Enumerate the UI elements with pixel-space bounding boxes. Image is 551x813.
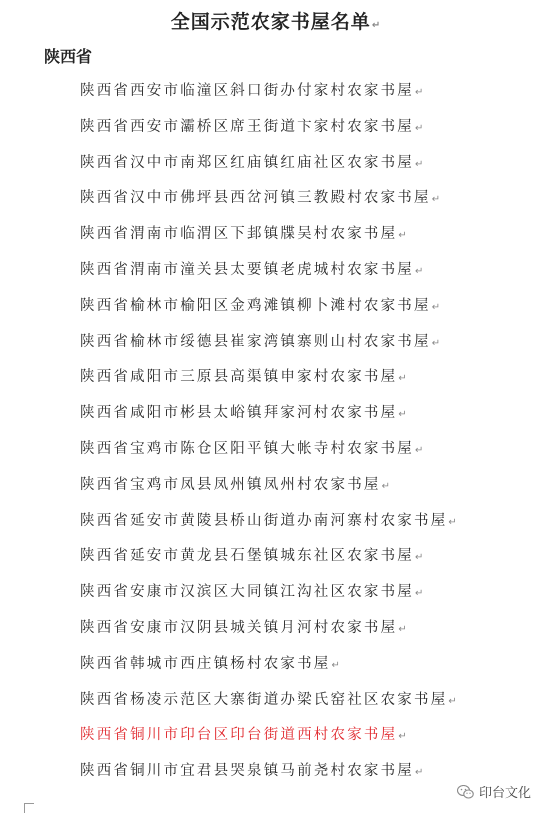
paragraph-mark-icon: ↵ — [398, 230, 407, 242]
watermark — [457, 782, 531, 801]
paragraph-mark-icon: ↵ — [431, 337, 441, 349]
paragraph-mark-icon: ↵ — [415, 588, 424, 600]
list-item-text: 陕西省榆林市绥德县崔家湾镇寨则山村农家书屋 — [80, 333, 431, 350]
list-item — [80, 474, 457, 510]
list-item-text: 陕西省西安市临潼区斜口街办付家村农家书屋 — [80, 83, 414, 99]
list-item — [80, 724, 457, 760]
watermark-text: 印台文化 — [479, 786, 532, 801]
list-item — [80, 366, 457, 402]
list-item-text: 陕西省渭南市潼关县太要镇老虎城村农家书屋 — [80, 261, 414, 278]
list-item-text: 陕西省西安市灞桥区席王街道卞家村农家书屋 — [80, 118, 414, 135]
paragraph-mark-icon: ↵ — [448, 516, 457, 528]
paragraph-mark-icon: ↵ — [431, 194, 441, 206]
paragraph-mark-icon: ↵ — [381, 480, 390, 492]
list-item — [80, 331, 457, 367]
list-item — [80, 760, 457, 796]
list-item — [80, 187, 457, 223]
list-item — [80, 653, 457, 689]
list-item-text: 陕西省榆林市榆阳区金鸡滩镇柳卜滩村农家书屋 — [80, 297, 431, 314]
list-item — [80, 510, 457, 546]
list-item-text: 陕西省咸阳市彬县太峪镇拜家河村农家书屋 — [80, 405, 398, 422]
paragraph-mark-icon: ↵ — [415, 158, 424, 170]
list-item — [80, 223, 457, 259]
paragraph-mark-icon: ↵ — [371, 20, 381, 31]
list-item-text: 陕西省延安市黄陵县桥山街道办南河寨村农家书屋 — [80, 512, 448, 529]
list-item-text: 陕西省渭南市临渭区下邽镇牒吴村农家书屋 — [80, 226, 398, 243]
list-item-text: 陕西省铜川市宜君县哭泉镇马前尧村农家书屋 — [80, 763, 414, 780]
paragraph-mark-icon: ↵ — [448, 695, 457, 707]
paragraph-mark-icon: ↵ — [398, 731, 407, 743]
paragraph-mark-icon: ↵ — [415, 87, 424, 98]
list-item-text: 陕西省汉中市佛坪县西岔河镇三教殿村农家书屋 — [80, 190, 431, 207]
paragraph-mark-icon: ↵ — [415, 767, 424, 779]
list-item — [80, 617, 457, 653]
library-list — [80, 80, 457, 796]
list-item-text: 陕西省咸阳市三原县高渠镇申家村农家书屋 — [80, 369, 398, 386]
list-item-text: 陕西省安康市汉滨区大同镇江沟社区农家书屋 — [80, 584, 414, 601]
list-item — [80, 152, 457, 188]
list-item — [80, 689, 457, 725]
paragraph-mark-icon: ↵ — [415, 122, 424, 134]
paragraph-mark-icon: ↵ — [331, 659, 340, 671]
list-item-text: 陕西省宝鸡市陈仓区阳平镇大帐寺村农家书屋 — [80, 440, 414, 457]
list-item — [80, 402, 457, 438]
list-item-text: 陕西省杨凌示范区大寨街道办梁氏窑社区农家书屋 — [80, 691, 448, 708]
list-item — [80, 295, 457, 331]
list-item-text: 陕西省安康市汉阴县城关镇月河村农家书屋 — [80, 619, 398, 636]
paragraph-mark-icon: ↵ — [415, 444, 424, 456]
list-item-text: 陕西省宝鸡市凤县凤州镇凤州村农家书屋 — [80, 476, 381, 493]
paragraph-mark-icon: ↵ — [398, 409, 407, 421]
list-item — [80, 259, 457, 295]
paragraph-mark-icon: ↵ — [431, 301, 441, 313]
list-item — [80, 116, 457, 152]
paragraph-mark-icon: ↵ — [398, 373, 407, 385]
list-item-text: 陕西省韩城市西庄镇杨村农家书屋 — [80, 655, 331, 672]
section-heading: 陕西省 — [44, 47, 93, 66]
document-title: 全国示范农家书屋名单↵ — [170, 11, 381, 33]
list-item — [80, 581, 457, 617]
paragraph-mark-icon: ↵ — [415, 552, 424, 564]
paragraph-mark-icon: ↵ — [415, 265, 424, 277]
list-item-text: 陕西省汉中市南郑区红庙镇红庙社区农家书屋 — [80, 154, 414, 171]
paragraph-mark-icon: ↵ — [398, 623, 407, 635]
wechat-icon — [457, 785, 474, 799]
list-item-text: 陕西省延安市黄龙县石堡镇城东社区农家书屋 — [80, 548, 414, 565]
list-item — [80, 545, 457, 581]
list-item — [80, 438, 457, 474]
list-item — [80, 80, 457, 116]
list-item-text: 陕西省铜川市印台区印台街道西村农家书屋 — [80, 727, 398, 744]
